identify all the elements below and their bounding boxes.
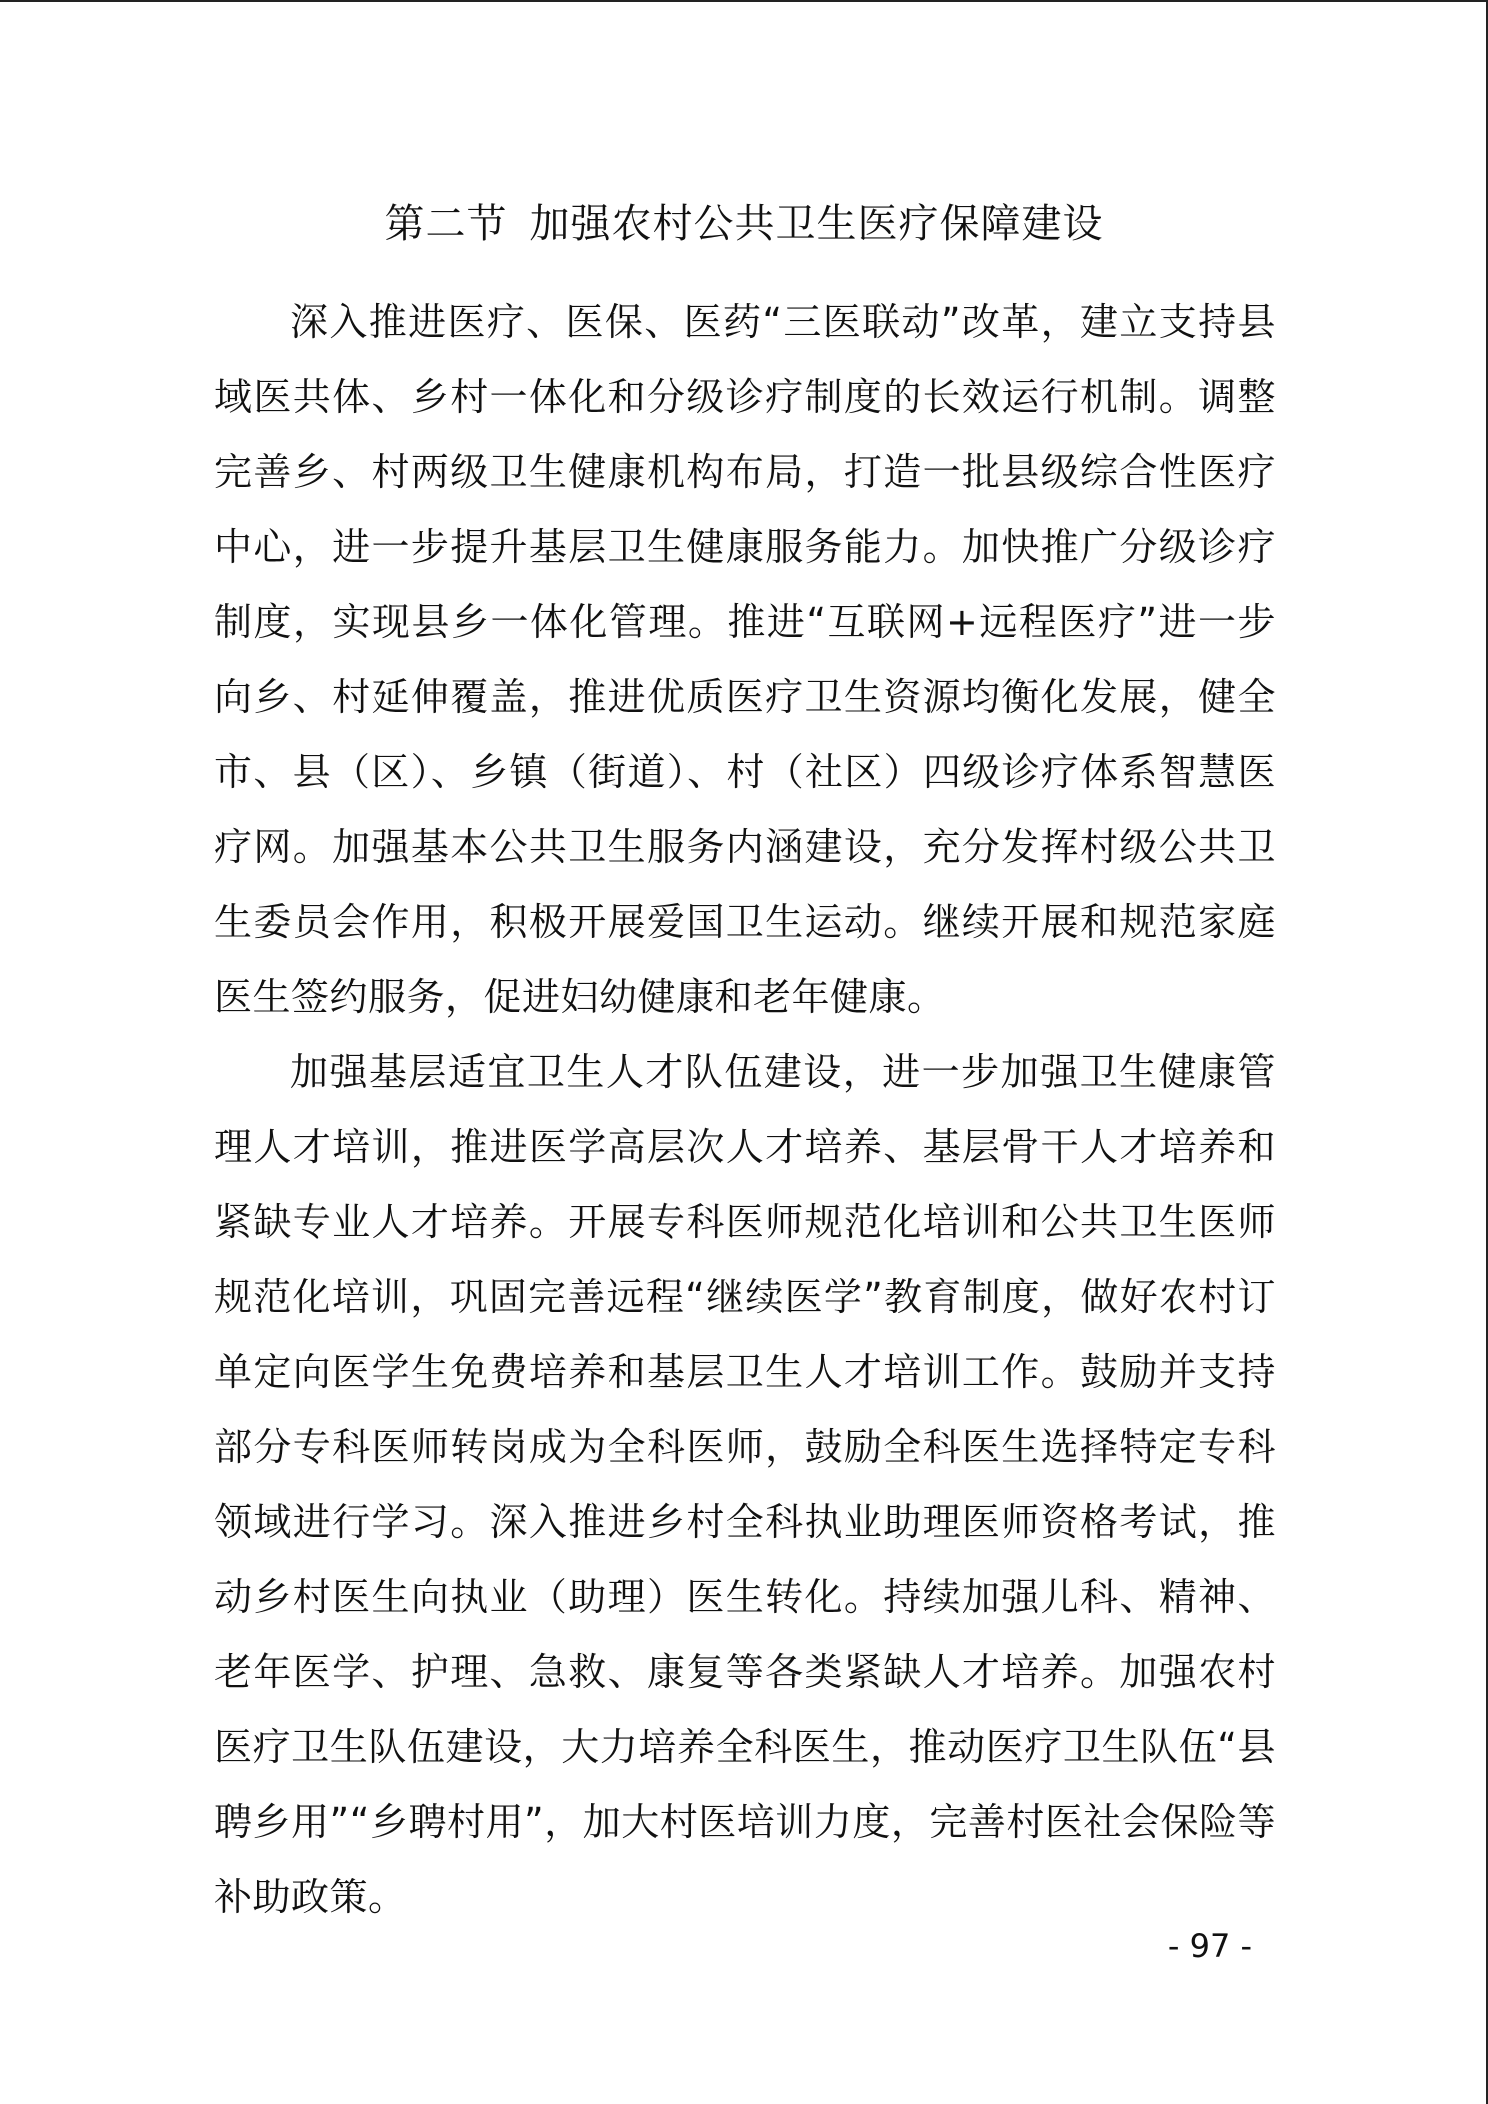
body-text bbox=[214, 285, 1276, 1935]
page-border-top bbox=[0, 0, 1488, 2]
paragraph-2: 加强基层适宜卫生人才队伍建设，进一步加强卫生健康管理人才培训，推进医学高层次人才培养、基层骨干人才培养和紧缺专业人才培养。开展专科医师规范化培训和公共卫生医师规范化培训，巩固完善远程“继续医学”教育制度，做好农村订单定向医学生免费培养和基层卫生人才培训工作。鼓励并支持部分专科医师转岗成为全科医师，鼓励全科医生选择特定专科领域进行学习。深入推进乡村全科执业助理医师资格考试，推动乡村医生向执业（助理）医生转化。持续加强儿科、精神、老年医学、护理、急救、康复等各类紧缺人才培养。加强农村医疗卫生队伍建设，大力培养全科医生，推动医疗卫生队伍“县聘乡用”“乡聘村用”，加大村医培训力度，完善村医社会保险等补助政策。 bbox=[214, 1050, 1276, 1919]
section-title bbox=[0, 192, 1488, 256]
page-number: - 97 - bbox=[1167, 1927, 1253, 1965]
section-label: 第二节 bbox=[384, 201, 508, 247]
paragraph-1: 深入推进医疗、医保、医药“三医联动”改革，建立支持县域医共体、乡村一体化和分级诊疗制度的长效运行机制。调整完善乡、村两级卫生健康机构布局，打造一批县级综合性医疗中心，进一步提升基层卫生健康服务能力。加快推广分级诊疗制度，实现县乡一体化管理。推进“互联网+远程医疗”进一步向乡、村延伸覆盖，推进优质医疗卫生资源均衡化发展，健全市、县（区）、乡镇（街道）、村（社区）四级诊疗体系智慧医疗网。加强基本公共卫生服务内涵建设，充分发挥村级公共卫生委员会作用，积极开展爱国卫生运动。继续开展和规范家庭医生签约服务，促进妇幼健康和老年健康。 bbox=[214, 300, 1276, 1019]
section-heading: 加强农村公共卫生医疗保障建设 bbox=[529, 201, 1104, 247]
